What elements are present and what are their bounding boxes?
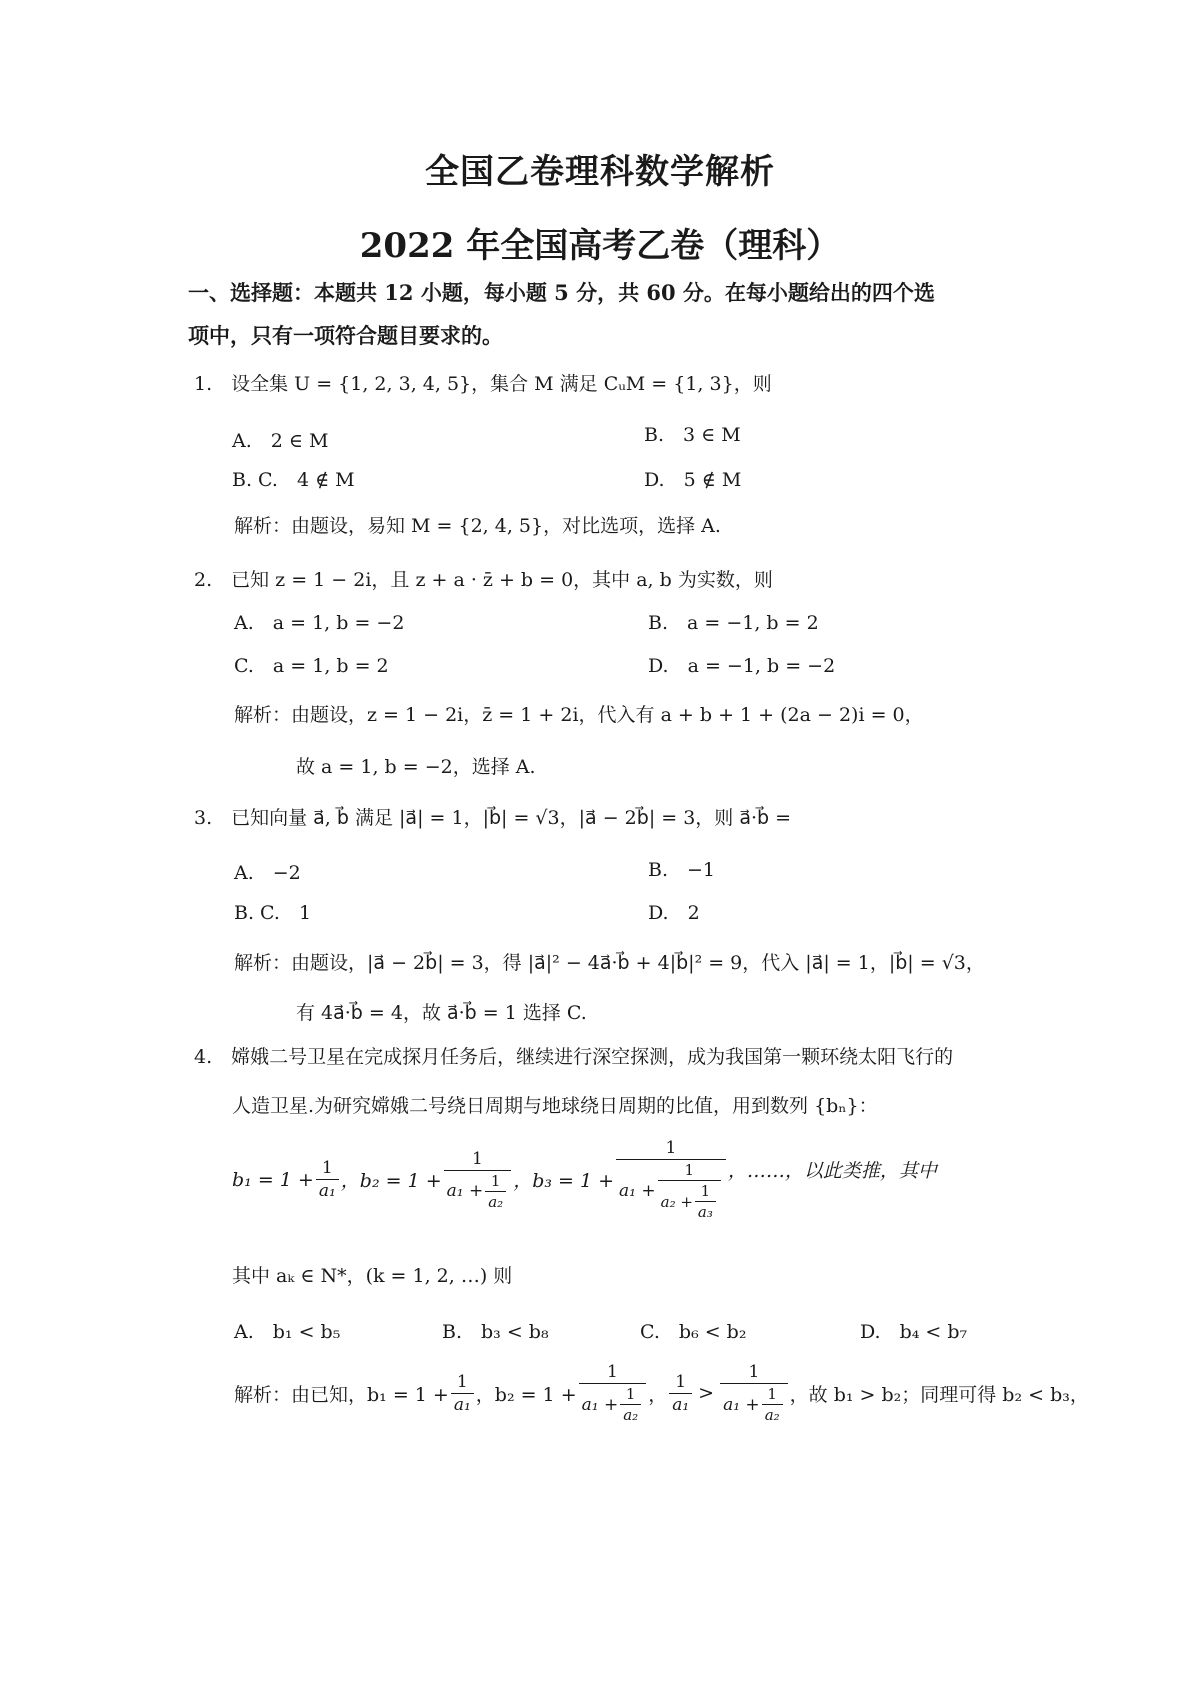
q1-solution: 解析：由题设，易知 M = {2, 4, 5}，对比选项，选择 A. <box>234 515 721 537</box>
fraction-numerator: 1 <box>606 1362 618 1382</box>
question-2-stem: 2. 已知 z = 1 − 2i，且 z + a · z̄ + b = 0，其中 a, b 为实数，则 <box>194 569 773 591</box>
sol-fraction-2 <box>579 1362 647 1424</box>
a1-plus: a₁ + <box>723 1394 760 1415</box>
q2-solution-line2: 故 a = 1, b = −2，选择 A. <box>296 756 536 778</box>
q3-option-a: A. −2 <box>234 862 301 884</box>
a1-plus: a₁ + <box>581 1394 619 1415</box>
fraction-numerator: 1 <box>471 1148 483 1169</box>
fraction-numerator: 1 <box>767 1385 777 1403</box>
sol-fraction-4 <box>720 1362 788 1424</box>
fraction-numerator: 1 <box>665 1138 677 1158</box>
q3-option-c: B. C. 1 <box>234 902 312 924</box>
fraction-numerator: 1 <box>625 1385 636 1403</box>
fraction-denominator: a₁ <box>316 1179 339 1201</box>
fraction-denominator <box>444 1170 512 1211</box>
sol-fraction-1 <box>451 1372 474 1415</box>
fraction-denominator: a₁ <box>669 1393 692 1415</box>
fraction-denominator <box>579 1383 647 1424</box>
fraction-denominator: a₂ <box>762 1404 783 1424</box>
q3-option-d: D. 2 <box>648 902 700 924</box>
q4-condition: 其中 aₖ ∈ N*，(k = 1, 2, …) 则 <box>232 1265 513 1287</box>
q2-option-b: B. a = −1, b = 2 <box>648 612 819 634</box>
question-1-stem: 1. 设全集 U = {1, 2, 3, 4, 5}，集合 M 满足 CᵤM = {1, 3}，则 <box>194 373 772 395</box>
inner-fraction <box>762 1385 783 1424</box>
b2-lhs: ，b₂ = 1 + <box>340 1170 442 1192</box>
fraction-numerator: 1 <box>748 1362 760 1382</box>
a1-plus: a₁ + <box>619 1181 656 1201</box>
fraction-denominator: a₃ <box>695 1201 716 1221</box>
b3-fraction <box>616 1138 726 1221</box>
q2-option-c: C. a = 1, b = 2 <box>234 655 389 677</box>
q3-solution-line1: 解析：由题设，|a⃗ − 2b⃗| = 3，得 |a⃗|² − 4a⃗·b⃗ + 4|b⃗|² = 9，代入 |a⃗| = 1，|b⃗| = √3， <box>234 952 985 974</box>
b2-fraction <box>444 1149 512 1211</box>
fraction-denominator <box>616 1159 726 1221</box>
solution-prefix: 解析：由已知，b₁ = 1 + <box>234 1383 449 1406</box>
inner-fraction <box>658 1161 721 1221</box>
fraction-numerator: 1 <box>700 1182 711 1200</box>
sequence-definition <box>232 1138 937 1221</box>
q3-solution-line2: 有 4a⃗·b⃗ = 4，故 a⃗·b⃗ = 1 选择 C. <box>296 1002 587 1024</box>
solution-comma: ， <box>648 1383 668 1406</box>
q1-option-d: D. 5 ∉ M <box>644 469 742 491</box>
sol-fraction-3 <box>669 1372 692 1415</box>
fraction-numerator: 1 <box>490 1171 501 1190</box>
fraction-numerator: 1 <box>456 1371 468 1392</box>
q4-option-c: C. b₆ < b₂ <box>640 1321 747 1343</box>
page-title: 全国乙卷理科数学解析 <box>425 152 775 192</box>
fraction-denominator <box>658 1180 721 1221</box>
section-heading-line1: 一、选择题：本题共 12 小题，每小题 5 分，共 60 分。在每小题给出的四个选 <box>188 280 935 305</box>
b1-fraction <box>316 1158 339 1201</box>
fraction-denominator: a₁ <box>451 1393 474 1415</box>
q3-option-b: B. −1 <box>648 859 716 881</box>
solution-b2: ，b₂ = 1 + <box>475 1383 577 1406</box>
fraction-denominator: a₂ <box>485 1191 506 1211</box>
inner-fraction <box>485 1172 506 1211</box>
b3-lhs: ，b₃ = 1 + <box>513 1170 615 1192</box>
q2-option-a: A. a = 1, b = −2 <box>234 612 405 634</box>
question-4-stem-line2: 人造卫星.为研究嫦娥二号绕日周期与地球绕日周期的比值，用到数列 {bₙ}： <box>232 1095 878 1117</box>
q4-solution <box>234 1362 1089 1424</box>
fraction-numerator: 1 <box>684 1161 695 1179</box>
q2-option-d: D. a = −1, b = −2 <box>648 655 836 677</box>
q1-option-b: B. 3 ∈ M <box>644 424 741 446</box>
section-heading-line2: 项中，只有一项符合题目要求的。 <box>188 323 503 348</box>
innermost-fraction <box>695 1182 716 1221</box>
q1-option-a: A. 2 ∈ M <box>232 430 329 452</box>
inner-fraction <box>620 1385 641 1424</box>
q4-option-a: A. b₁ < b₅ <box>234 1321 341 1343</box>
q1-option-c: B. C. 4 ∉ M <box>232 469 355 491</box>
fraction-denominator: a₂ <box>620 1404 641 1424</box>
fraction-denominator <box>720 1383 788 1424</box>
question-4-stem-line1: 4. 嫦娥二号卫星在完成探月任务后，继续进行深空探测，成为我国第一颗环绕太阳飞行的 <box>194 1046 954 1068</box>
solution-greater-than: > <box>698 1382 715 1404</box>
q2-solution-line1: 解析：由题设，z = 1 − 2i，z̄ = 1 + 2i，代入有 a + b + 1 + (2a − 2)i = 0， <box>234 704 924 726</box>
solution-suffix: ，故 b₁ > b₂；同理可得 b₂ < b₃， <box>789 1383 1089 1406</box>
q4-option-b: B. b₃ < b₈ <box>442 1321 549 1343</box>
ellipsis-text: ，……，以此类推，其中 <box>727 1160 937 1182</box>
fraction-numerator: 1 <box>675 1371 687 1392</box>
a1-plus: a₁ + <box>446 1181 484 1201</box>
question-3-stem: 3. 已知向量 a⃗, b⃗ 满足 |a⃗| = 1，|b⃗| = √3，|a⃗ − 2b⃗| = 3，则 a⃗·b⃗ = <box>194 807 792 829</box>
a2-plus: a₂ + <box>660 1192 693 1211</box>
b1-lhs: b₁ = 1 + <box>232 1168 314 1191</box>
fraction-numerator: 1 <box>321 1158 333 1178</box>
q4-option-d: D. b₄ < b₇ <box>860 1321 968 1343</box>
exam-subtitle: 2022 年全国高考乙卷（理科） <box>359 226 841 266</box>
